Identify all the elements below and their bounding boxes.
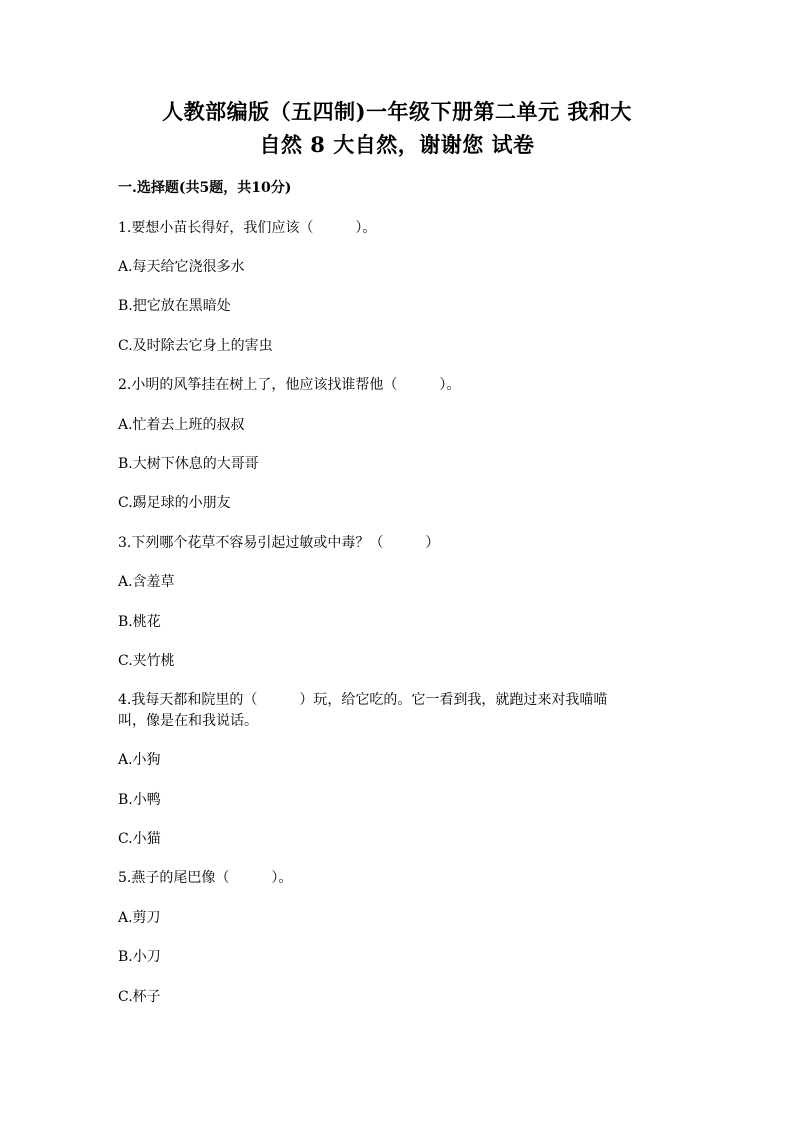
question-2-stem: 2.小明的风筝挂在树上了，他应该找谁帮他（ ）。 xyxy=(118,377,461,393)
question-5-option-b: B.小刀 xyxy=(118,949,161,965)
question-4-stem-line-2: 叫，像是在和我说话。 xyxy=(118,713,258,729)
question-4-stem-line-1: 4.我每天都和院里的（ ）玩，给它吃的。它一看到我，就跑过来对我喵喵 xyxy=(118,692,608,708)
section-heading: 一.选择题(共5题，共10分) xyxy=(118,180,292,196)
question-1-option-c: C.及时除去它身上的害虫 xyxy=(118,338,273,354)
question-2-option-a: A.忙着去上班的叔叔 xyxy=(118,417,245,433)
question-4-option-b: B.小鸭 xyxy=(118,792,161,808)
question-3-option-a: A.含羞草 xyxy=(118,574,175,590)
question-5-option-c: C.杯子 xyxy=(118,989,161,1005)
document-title-line-2: 自然 8 大自然，谢谢您 试卷 xyxy=(259,132,535,157)
question-2-option-c: C.踢足球的小朋友 xyxy=(118,495,231,511)
question-4-option-a: A.小狗 xyxy=(118,752,161,768)
question-3-option-b: B.桃花 xyxy=(118,614,161,630)
question-4-option-c: C.小猫 xyxy=(118,831,161,847)
question-5-option-a: A.剪刀 xyxy=(118,910,161,926)
question-2-option-b: B.大树下休息的大哥哥 xyxy=(118,456,259,472)
question-1-option-a: A.每天给它浇很多水 xyxy=(118,259,245,275)
question-3-stem: 3.下列哪个花草不容易引起过敏或中毒？（ ） xyxy=(118,535,440,551)
question-3-option-c: C.夹竹桃 xyxy=(118,653,175,669)
question-1-option-b: B.把它放在黑暗处 xyxy=(118,298,231,314)
question-1-stem: 1.要想小苗长得好，我们应该（ ）。 xyxy=(118,220,377,236)
document-title-line-1: 人教部编版（五四制)一年级下册第二单元 我和大 xyxy=(162,99,632,124)
question-5-stem: 5.燕子的尾巴像（ ）。 xyxy=(118,870,293,886)
